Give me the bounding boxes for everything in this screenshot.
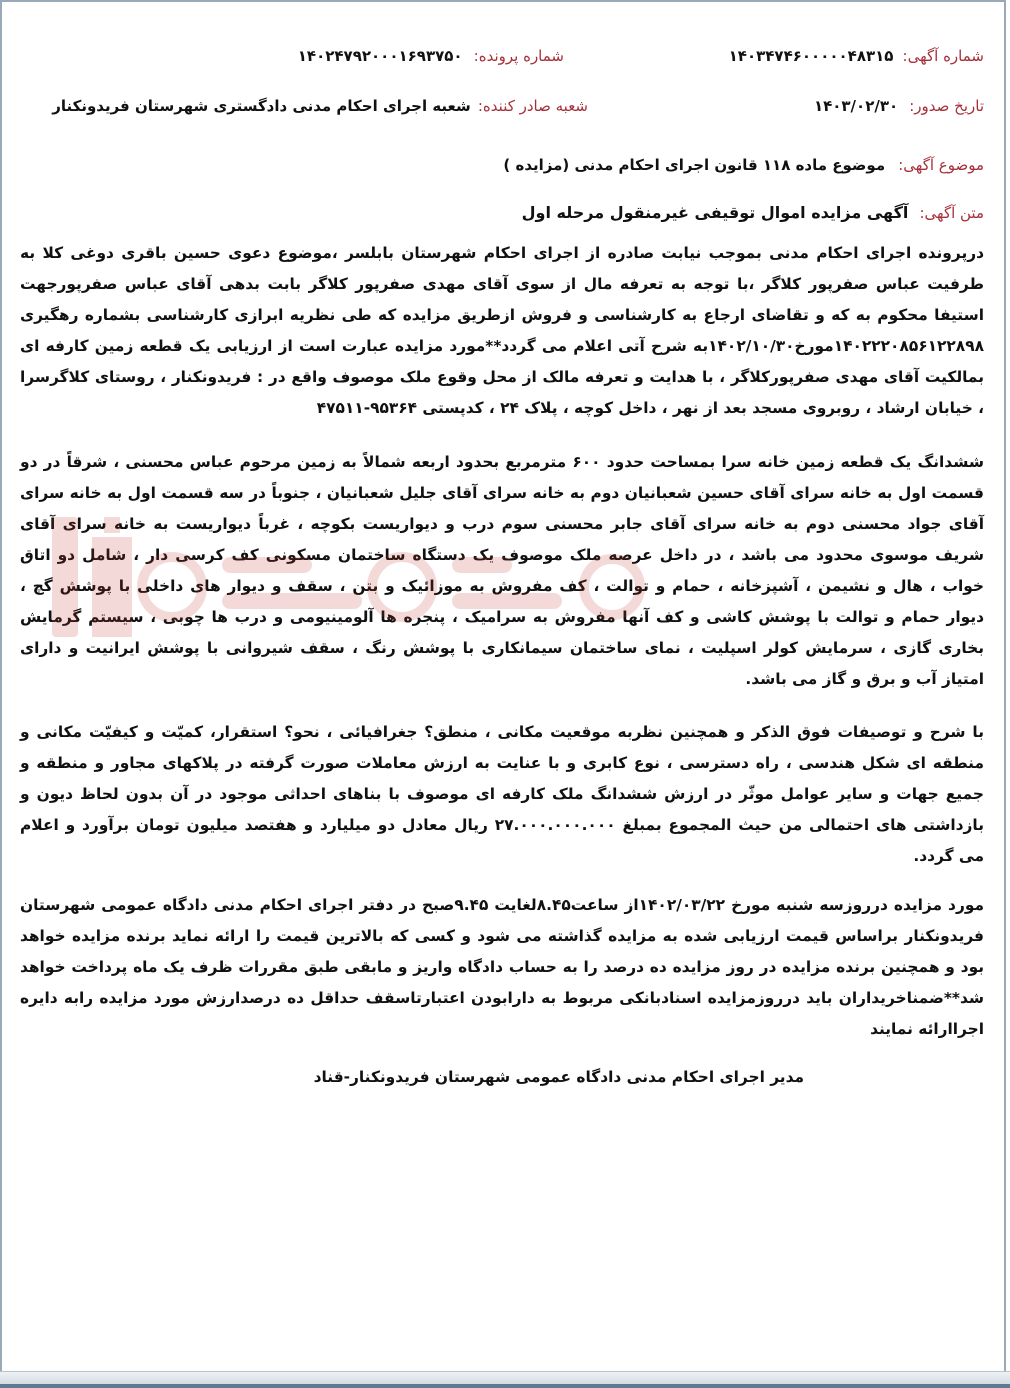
text-field <box>522 203 984 222</box>
bottom-stripe <box>0 1384 1010 1388</box>
issue-date-value: ۱۴۰۳/۰۲/۳۰ <box>813 97 899 115</box>
text-label: متن آگهی: <box>919 204 984 222</box>
ad-number-label: شماره آگهی: <box>902 47 984 65</box>
issue-date-label: تاریخ صدور: <box>909 97 984 115</box>
issuer-field <box>52 96 588 115</box>
case-number-label: شماره پرونده: <box>473 47 564 65</box>
ad-number-value: ۱۴۰۳۴۷۴۶۰۰۰۰۰۴۸۳۱۵ <box>728 47 894 65</box>
issuer-label: شعبه صادر کننده: <box>477 97 588 115</box>
paragraph-case-details: درپرونده اجرای احکام مدنی بموجب نیابت صادره از اجرای احکام شهرستان بابلسر ،موضوع دعوی حسین باقری دوغی کلا به طرفیت عباس صفرپور کلاگر ،با توجه به تعرفه مال از سوی آقای مهدی صفرپور کلاگر بابت بدهی آقای عباس صفرپورجهت استیفا محکوم به که و تقاضای ارجاع به کارشناسی و فروش ازطریق مزایده که طی نظریه ابرازی کارشناسی بشماره رهگیری ۱۴۰۲۲۲۰۸۵۶۱۲۲۸۹۸مورخ۱۴۰۲/۱۰/۳۰به شرح آتی اعلام می گردد**مورد مزایده عبارت است از ارزیابی یک قطعه زمین کارفه ای بمالکیت آقای مهدی صفرپورکلاگر ، با هدایت و تعرفه مالک از محل وقوع ملک موصوف واقع در : فریدونکنار ، روستای کلاگرسرا ، خیابان ارشاد ، روبروی مسجد بعد از نهر ، داخل کوچه ، پلاک ۲۴ ، کدپستی ۹۵۳۶۴-۴۷۵۱۱ <box>20 244 984 417</box>
subject-value: موضوع ماده ۱۱۸ قانون اجرای احکام مدنی (مزایده ) <box>503 156 886 174</box>
case-number-value: ۱۴۰۲۴۷۹۲۰۰۰۱۶۹۳۷۵۰ <box>297 47 463 65</box>
paragraph-property-description: ششدانگ یک قطعه زمین خانه سرا بمساحت حدود ۶۰۰ مترمربع بحدود اربعه شمالاً به زمین مرحوم عباس محسنی ، شرقاً در دو قسمت اول به خانه سرای آقای حسین شعبانیان دوم به خانه سرای آقای جلیل شعبانیان ، جنوباً در سه قسمت اول به خانه سرای آقای جواد محسنی دوم به خانه سرای آقای جابر محسنی سوم درب و دیواریست بکوچه ، غرباً دیواریست به خانه سرای آقای شریف موسوی محدود می باشد ، در داخل عرصه ملک موصوف یک دستگاه ساختمان مسکونی کف کرسی دار ، شامل دو اتاق خواب ، هال و نشیمن ، آشپزخانه ، حمام و توالت ، کف مفروش به موزائیک و بتن ، سقف و دیوار های داخلی با پوشش گچ ، دیوار حمام و توالت با پوشش کاشی و کف آنها مفروش به سرامیک ، پنجره ها آلومینیومی و درب ها چوبی ، سیستم گرمایش بخاری گازی ، سرمایش کولر اسپلیت ، نمای ساختمان سیمانکاری با پوشش رنگ ، سقف شیروانی با پوشش ایرانیت و دارای امتیاز آب و برق و گاز می باشد. <box>20 453 984 688</box>
window-bottom-bar <box>0 1371 1010 1388</box>
subject-label: موضوع آگهی: <box>898 156 984 174</box>
case-number-field <box>298 46 564 65</box>
text-title: آگهی مزایده اموال توقیفی غیرمنقول مرحله اول <box>521 203 909 222</box>
subject-field <box>503 155 984 174</box>
issuer-value: شعبه اجرای احکام مدنی دادگستری شهرستان فریدونکنار <box>52 97 471 115</box>
ad-number-field <box>729 46 984 65</box>
issue-date-field <box>814 96 984 115</box>
paragraph-valuation: با شرح و توصیفات فوق الذکر و همچنین نظربه موقعیت مکانی ، منطق؟ جغرافیائی ، نحو؟ استقرار، کمیّت و کیفیّت مکانی و منطقه ای شکل هندسی ، راه دسترسی ، نوع کابری و با عنایت به ارزش معاملات صورت گرفته در پلاکهای مجاور و منطقه و جمیع جهات و سایر عوامل موثّر در ارزش ششدانگ ملک کارفه ای موصوف با بناهای احداثی موجود در آن بدون لحاظ دیون و بازداشتی های احتمالی من حیث المجموع بمبلغ ۲۷.۰۰۰.۰۰۰.۰۰۰ ریال معادل دو میلیارد و هفتصد میلیون تومان برآورد و اعلام می گردد. <box>20 723 984 865</box>
signature-line: مدیر اجرای احکام مدنی دادگاه عمومی شهرستان فریدونکنار-قناد <box>313 1068 804 1086</box>
paragraph-auction-terms: مورد مزایده درروزسه شنبه مورخ ۱۴۰۲/۰۳/۲۲از ساعت۸.۴۵لغایت ۹.۴۵صبح در دفتر اجرای احکام مدنی دادگاه عمومی شهرستان فریدونکنار براساس قیمت ارزیابی شده به مزایده گذاشته می شود و کسی که بالاترین قیمت را ارائه نماید برنده مزایده خواهد بود و همچنین برنده مزایده در روز مزایده ده درصد را به حساب دادگاه واریز و مابقی طبق مقررات ظرف یک ماه پرداخت خواهد شد**ضمناخریداران باید درروزمزایده اسنادبانکی مربوط به دارابودن اعتبارتاسقف حداقل ده درصدارزش مورد مزایده رابه دایره اجراارائه نمایند <box>20 896 984 1038</box>
